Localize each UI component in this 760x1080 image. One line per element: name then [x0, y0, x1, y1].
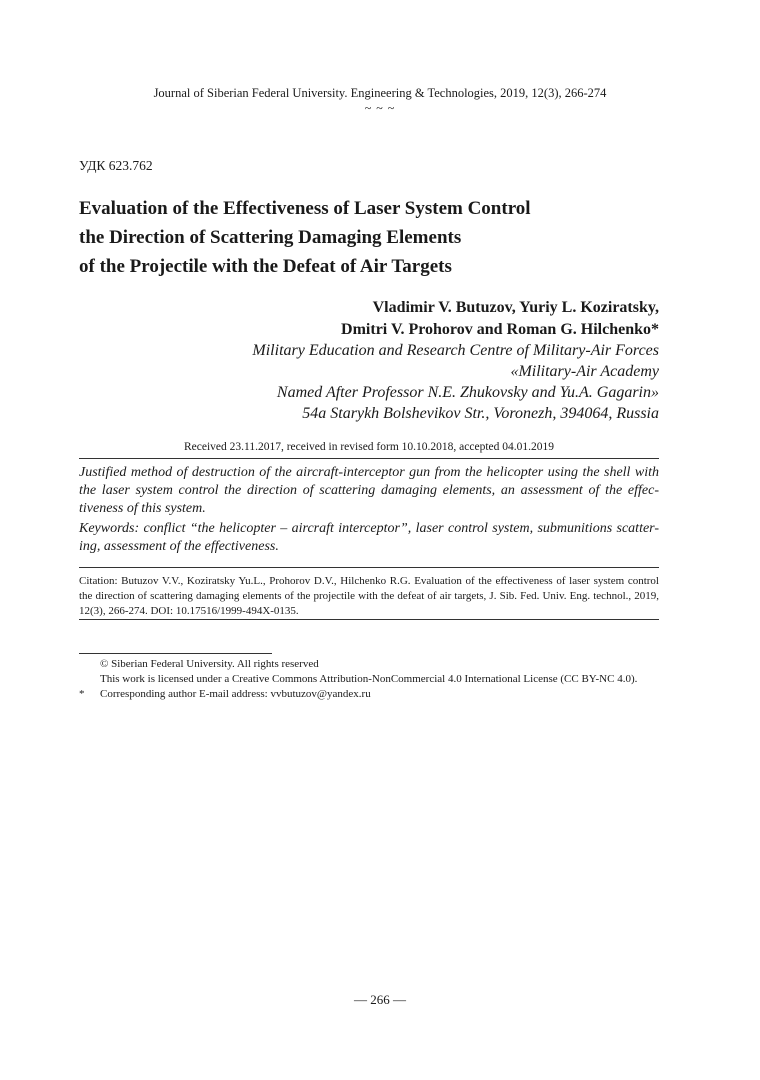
footnote-rule [79, 653, 272, 654]
affiliation-line: «Military-Air Academy [510, 363, 659, 380]
affiliation [99, 340, 659, 424]
authors-line: Dmitri V. Prohorov and Roman G. Hilchenko* [341, 321, 659, 338]
copyright-text: © Siberian Federal University. All rights reserved [100, 658, 319, 670]
title-line: the Direction of Scattering Damaging Elements [79, 227, 462, 248]
citation: Citation: Butuzov V.V., Koziratsky Yu.L., Prohorov D.V., Hilchenko R.G. Evaluation of the effectiveness of laser system control the direction of scattering damaging elements of the projectile with the defeat of air targets, J. Sib. Fed. Univ. Eng. technol., 2019, 12(3), 266-274. DOI: 10.17516/1999-494X-0135. [79, 575, 659, 617]
authors [99, 297, 659, 341]
divider [79, 619, 659, 620]
authors-line: Vladimir V. Butuzov, Yuriy L. Koziratsky, [372, 299, 659, 316]
page-number: — 266 — [354, 992, 406, 1007]
title-line: Evaluation of the Effectiveness of Laser System Control [79, 198, 531, 219]
udk-code: УДК 623.762 [79, 158, 153, 173]
abstract: Justified method of destruction of the aircraft-interceptor gun from the helicopter using the shell with the laser system control the direction of scattering damaging elements, an assessment of the effec-tiveness of this system. [79, 465, 659, 516]
title-line: of the Projectile with the Defeat of Air Targets [79, 256, 452, 277]
received-dates: Received 23.11.2017, received in revised form 10.10.2018, accepted 04.01.2019 [183, 441, 555, 453]
corresponding-author-text: Corresponding author E-mail address: vvbutuzov@yandex.ru [100, 688, 371, 700]
divider [79, 458, 659, 459]
keywords: Keywords: conflict “the helicopter – aircraft interceptor”, laser control system, submunitions scatter-ing, assessment of the effectiveness. [79, 521, 659, 554]
header-ornament: ~ ~ ~ [364, 101, 396, 115]
affiliation-line: 54a Starykh Bolshevikov Str., Voronezh, 394064, Russia [302, 405, 659, 422]
affiliation-line: Military Education and Research Centre of Military-Air Forces [252, 342, 659, 359]
divider [79, 567, 659, 568]
affiliation-line: Named After Professor N.E. Zhukovsky and Yu.A. Gagarin» [276, 384, 659, 401]
paper-title [79, 194, 639, 281]
license-text: This work is licensed under a Creative Commons Attribution-NonCommercial 4.0 International License (CC BY-NC 4.0). [100, 673, 638, 685]
journal-header: Journal of Siberian Federal University. Engineering & Technologies, 2019, 12(3), 266-274 [153, 86, 607, 100]
footnote-marker: * [79, 688, 85, 700]
